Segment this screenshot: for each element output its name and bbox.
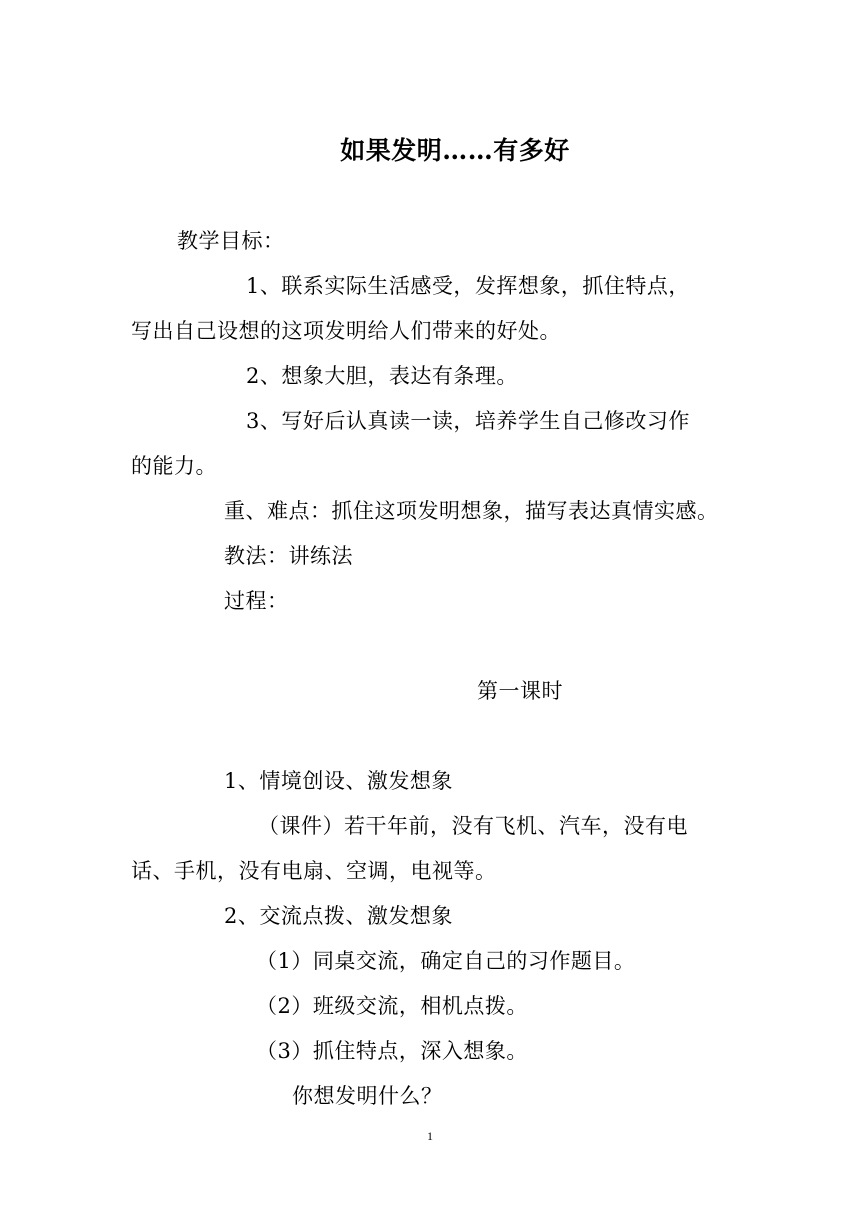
lesson-heading: 第一课时 [477,679,563,703]
objectives-heading: 教学目标： [177,229,285,253]
step-2-item-1: （1）同桌交流，确定自己的习作题目。 [256,949,636,973]
key-points: 重、难点：抓住这项发明想象，描写表达真情实感。 [224,499,719,523]
step-2-item-2: （2）班级交流，相机点拨。 [256,994,528,1018]
step-1-text-line-2: 话、手机，没有电扇、空调，电视等。 [131,859,497,883]
objective-1-line-1: 1、联系实际生活感受，发挥想象，抓住特点， [246,274,690,298]
objective-2: 2、想象大胆，表达有条理。 [246,364,518,388]
step-1-heading: 1、情境创设、激发想象 [224,769,453,793]
step-2-item-3: （3）抓住特点，深入想象。 [256,1039,528,1063]
step-1-text-line-1: （课件）若干年前，没有飞机、汽车，没有电 [258,814,688,838]
objective-3-line-1: 3、写好后认真读一读，培养学生自己修改习作 [246,409,690,433]
page-number: 1 [427,1129,433,1143]
teaching-method: 教法：讲练法 [224,544,353,568]
objective-3-line-2: 的能力。 [131,454,217,478]
document-title: 如果发明……有多好 [340,136,570,165]
step-2-heading: 2、交流点拨、激发想象 [224,904,453,928]
question-text: 你想发明什么？ [292,1084,443,1108]
objective-1-line-2: 写出自己设想的这项发明给人们带来的好处。 [131,319,561,343]
process-heading: 过程： [224,589,289,613]
